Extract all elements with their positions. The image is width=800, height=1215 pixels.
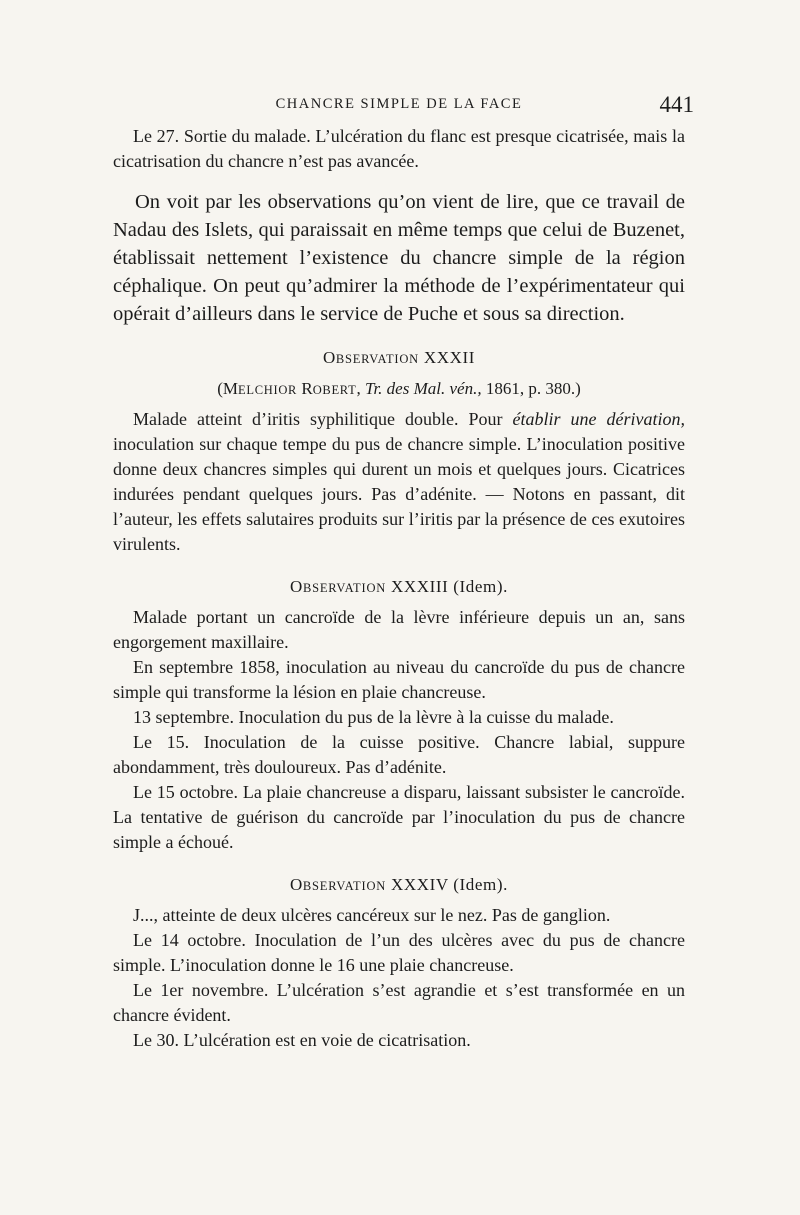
observation-32-title: OBSERVATION XXXII xyxy=(322,348,476,367)
observation-33-paragraph: Le 15 octobre. La plaie chancreuse a disparu, laissant subsister le cancroïde. La tentative de guérison du cancroïde par l’inoculation du pus de chancre simple a échoué. xyxy=(113,782,685,852)
page-body xyxy=(113,124,685,1053)
observation-33-paragraph: Le 15. Inoculation de la cuisse positive. Chancre labial, suppure abondamment, très douloureux. Pas d’adénite. xyxy=(113,732,685,777)
observation-34-title: OBSERVATION XXXIV (Idem). xyxy=(290,875,508,894)
observation-33-title: OBSERVATION XXXIII (Idem). xyxy=(290,577,508,596)
observation-33-paragraph: Malade portant un cancroïde de la lèvre inférieure depuis un an, sans engorgement maxillaire. xyxy=(113,607,685,652)
observation-34-paragraph: Le 14 octobre. Inoculation de l’un des ulcères avec du pus de chancre simple. L’inoculation donne le 16 une plaie chancreuse. xyxy=(113,930,685,975)
page-header xyxy=(110,92,694,126)
paragraph-le-27: Le 27. Sortie du malade. L’ulcération du flanc est presque cicatrisée, mais la cicatrisation du chancre n’est pas avancée. xyxy=(113,126,685,171)
observation-34-paragraph: Le 30. L’ulcération est en voie de cicatrisation. xyxy=(133,1030,471,1050)
running-title: CHANCRE SIMPLE DE LA FACE xyxy=(275,96,523,112)
observation-32-paragraph: Malade atteint d’iritis syphilitique double. Pour établir une dérivation, inoculation sur chaque tempe du pus de chancre simple. L’inoculation positive donne deux chancres simples qui durent un mois et quelques jours. Cicatrices indurées pendant quelques jours. Pas d’adénite. — Notons en passant, dit l’auteur, les effets salutaires produits sur l’iritis par la présence de ces exutoires virulents. xyxy=(113,409,685,554)
observation-34-paragraph: J..., atteinte de deux ulcères cancéreux sur le nez. Pas de ganglion. xyxy=(133,905,611,925)
observation-33-paragraph: En septembre 1858, inoculation au niveau du cancroïde du pus de chancre simple qui transforme la lésion en plaie chancreuse. xyxy=(113,657,685,702)
paragraph-on-voit: On voit par les observations qu’on vient de lire, que ce travail de Nadau des Islets, qui paraissait en même temps que celui de Buzenet, établissait nettement l’existence du chancre simple de la région céphalique. On peut qu’admirer la méthode de l’expérimentateur qui opérait d’ailleurs dans le service de Puche et sous sa direction. xyxy=(113,191,685,325)
page-number: 441 xyxy=(659,92,694,117)
observation-32-citation: (MELCHIOR ROBERT, Tr. des Mal. vén., 1861, p. 380.) xyxy=(217,379,581,398)
observation-33-paragraph: 13 septembre. Inoculation du pus de la lèvre à la cuisse du malade. xyxy=(133,707,614,727)
observation-34-paragraph: Le 1er novembre. L’ulcération s’est agrandie et s’est transformée en un chancre évident. xyxy=(113,980,685,1025)
